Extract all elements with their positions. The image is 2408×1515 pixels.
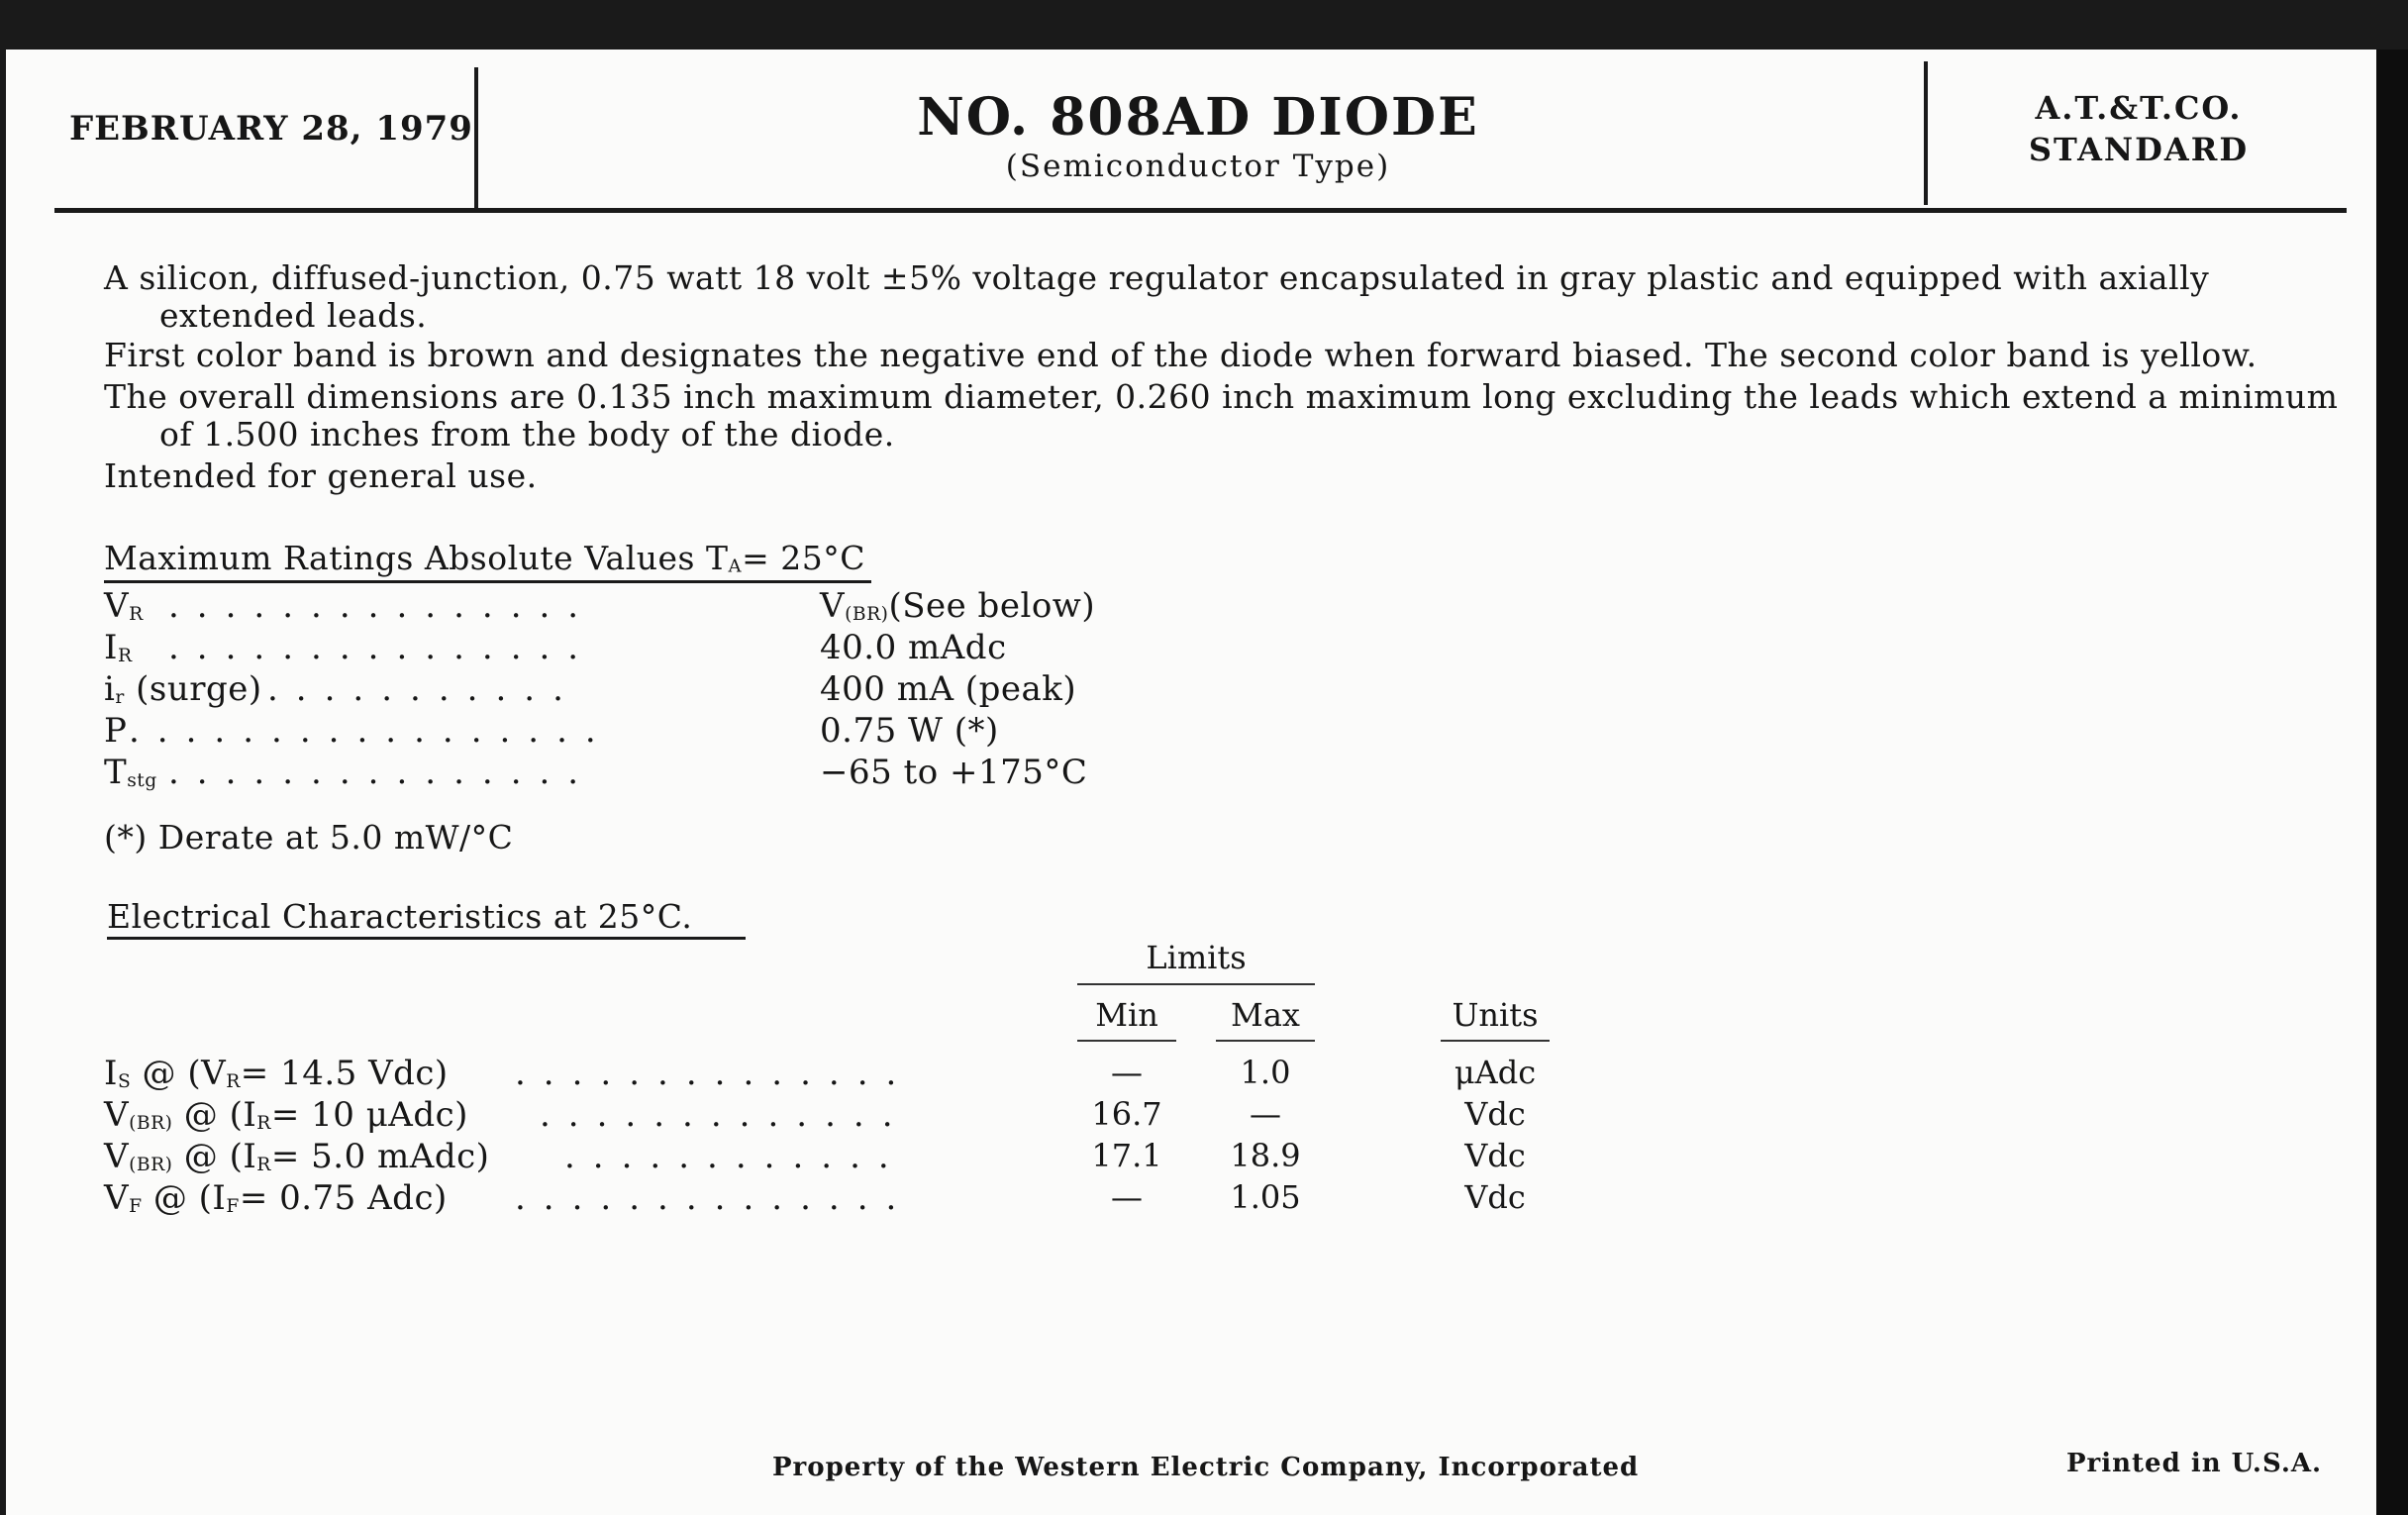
units-value: μAdc bbox=[1454, 1054, 1537, 1091]
description-paragraph: First color band is brown and designates the negative end of the diode when forward biased. The second color band is yellow. bbox=[104, 336, 2258, 374]
min-header: Min bbox=[1095, 996, 1158, 1034]
leader-dots: ........... bbox=[267, 669, 581, 709]
document-title: NO. 808AD DIODE bbox=[917, 87, 1479, 148]
units-value: Vdc bbox=[1464, 1137, 1526, 1174]
leader-dots: ............... bbox=[168, 628, 597, 667]
electrical-param: $V_F$ @ ($I_F= 0.75$ Adc) bbox=[104, 1178, 448, 1218]
leader-dots: .............. bbox=[515, 1054, 915, 1093]
leader-dots: ................. bbox=[129, 711, 614, 751]
units-value: Vdc bbox=[1464, 1095, 1526, 1133]
max-value: 1.0 bbox=[1240, 1054, 1291, 1091]
footer-printed: Printed in U.S.A. bbox=[2066, 1449, 2323, 1478]
header-rule bbox=[54, 208, 2347, 213]
standard-line-1: A.T.&T.CO. bbox=[2035, 89, 2243, 127]
rating-value: 0.75 W (*) bbox=[820, 711, 999, 751]
header-divider-right bbox=[1924, 61, 1928, 205]
document-subtitle: (Semiconductor Type) bbox=[1005, 149, 1391, 184]
leader-dots: ............ bbox=[564, 1137, 907, 1176]
max-value: 18.9 bbox=[1230, 1137, 1301, 1174]
scan-border bbox=[2376, 50, 2408, 1515]
min-underline bbox=[1077, 1040, 1176, 1042]
min-value: — bbox=[1111, 1178, 1143, 1216]
units-value: Vdc bbox=[1464, 1178, 1526, 1216]
min-value: — bbox=[1111, 1054, 1143, 1091]
header-date: FEBRUARY 28, 1979 bbox=[69, 109, 473, 149]
description-paragraph: The overall dimensions are 0.135 inch maximum diameter, 0.260 inch maximum long excluding the leads which extend a minimum of 1.500 inches from the body of the diode. bbox=[104, 377, 2339, 454]
standard-label bbox=[1931, 87, 2347, 170]
leader-dots: ............... bbox=[168, 586, 597, 626]
rating-label: $i_r$ (surge) bbox=[104, 669, 262, 709]
electrical-param: $V_{(BR)}$ @ ($I_R= 5.0$ mAdc) bbox=[104, 1137, 490, 1176]
limits-underline bbox=[1077, 983, 1315, 985]
electrical-heading-underline bbox=[107, 937, 746, 940]
ratings-title-sub: A bbox=[728, 556, 743, 577]
electrical-param: $V_{(BR)}$ @ ($I_R= 10$ μAdc) bbox=[104, 1095, 468, 1135]
ratings-heading-underline bbox=[104, 580, 871, 583]
leader-dots: .............. bbox=[515, 1178, 915, 1218]
ratings-title: Maximum Ratings Absolute Values T bbox=[104, 539, 729, 577]
max-value: 1.05 bbox=[1230, 1178, 1301, 1216]
units-underline bbox=[1441, 1040, 1550, 1042]
electrical-param: $I_S$ @ ($V_R= 14.5$ Vdc) bbox=[104, 1054, 449, 1093]
max-underline bbox=[1216, 1040, 1315, 1042]
footer-property: Property of the Western Electric Company, Incorporated bbox=[772, 1453, 1640, 1482]
description-paragraph: Intended for general use. bbox=[104, 456, 538, 495]
rating-label: $T_{stg}$ bbox=[104, 753, 157, 792]
leader-dots: ............. bbox=[540, 1095, 911, 1135]
max-value: — bbox=[1250, 1095, 1281, 1133]
leader-dots: ............... bbox=[168, 753, 597, 792]
derate-note: (*) Derate at 5.0 mW/°C bbox=[104, 818, 514, 857]
min-value: 17.1 bbox=[1091, 1137, 1162, 1174]
description-paragraph: A silicon, diffused-junction, 0.75 watt 18 volt ±5% voltage regulator encapsulated in gray plastic and equipped with axially extended leads. bbox=[104, 258, 2210, 335]
rating-value: 40.0 mAdc bbox=[820, 628, 1007, 667]
rating-value: $V_{(BR)}(See$ below) bbox=[820, 586, 1096, 626]
max-header: Max bbox=[1231, 996, 1300, 1034]
units-header: Units bbox=[1452, 996, 1539, 1034]
rating-value: −65 to +175°C bbox=[820, 753, 1088, 792]
rating-value: 400 mA (peak) bbox=[820, 669, 1077, 709]
rating-label: $V_R$ bbox=[104, 586, 144, 626]
electrical-heading: Electrical Characteristics at 25°C. bbox=[107, 897, 693, 936]
ratings-heading bbox=[104, 539, 865, 577]
min-value: 16.7 bbox=[1091, 1095, 1162, 1133]
rating-label: $I_R$ bbox=[104, 628, 133, 667]
rating-label: P bbox=[104, 711, 128, 751]
limits-header: Limits bbox=[1146, 939, 1247, 976]
ratings-title-end: = 25°C bbox=[742, 539, 865, 577]
standard-line-2: STANDARD bbox=[2028, 131, 2250, 168]
